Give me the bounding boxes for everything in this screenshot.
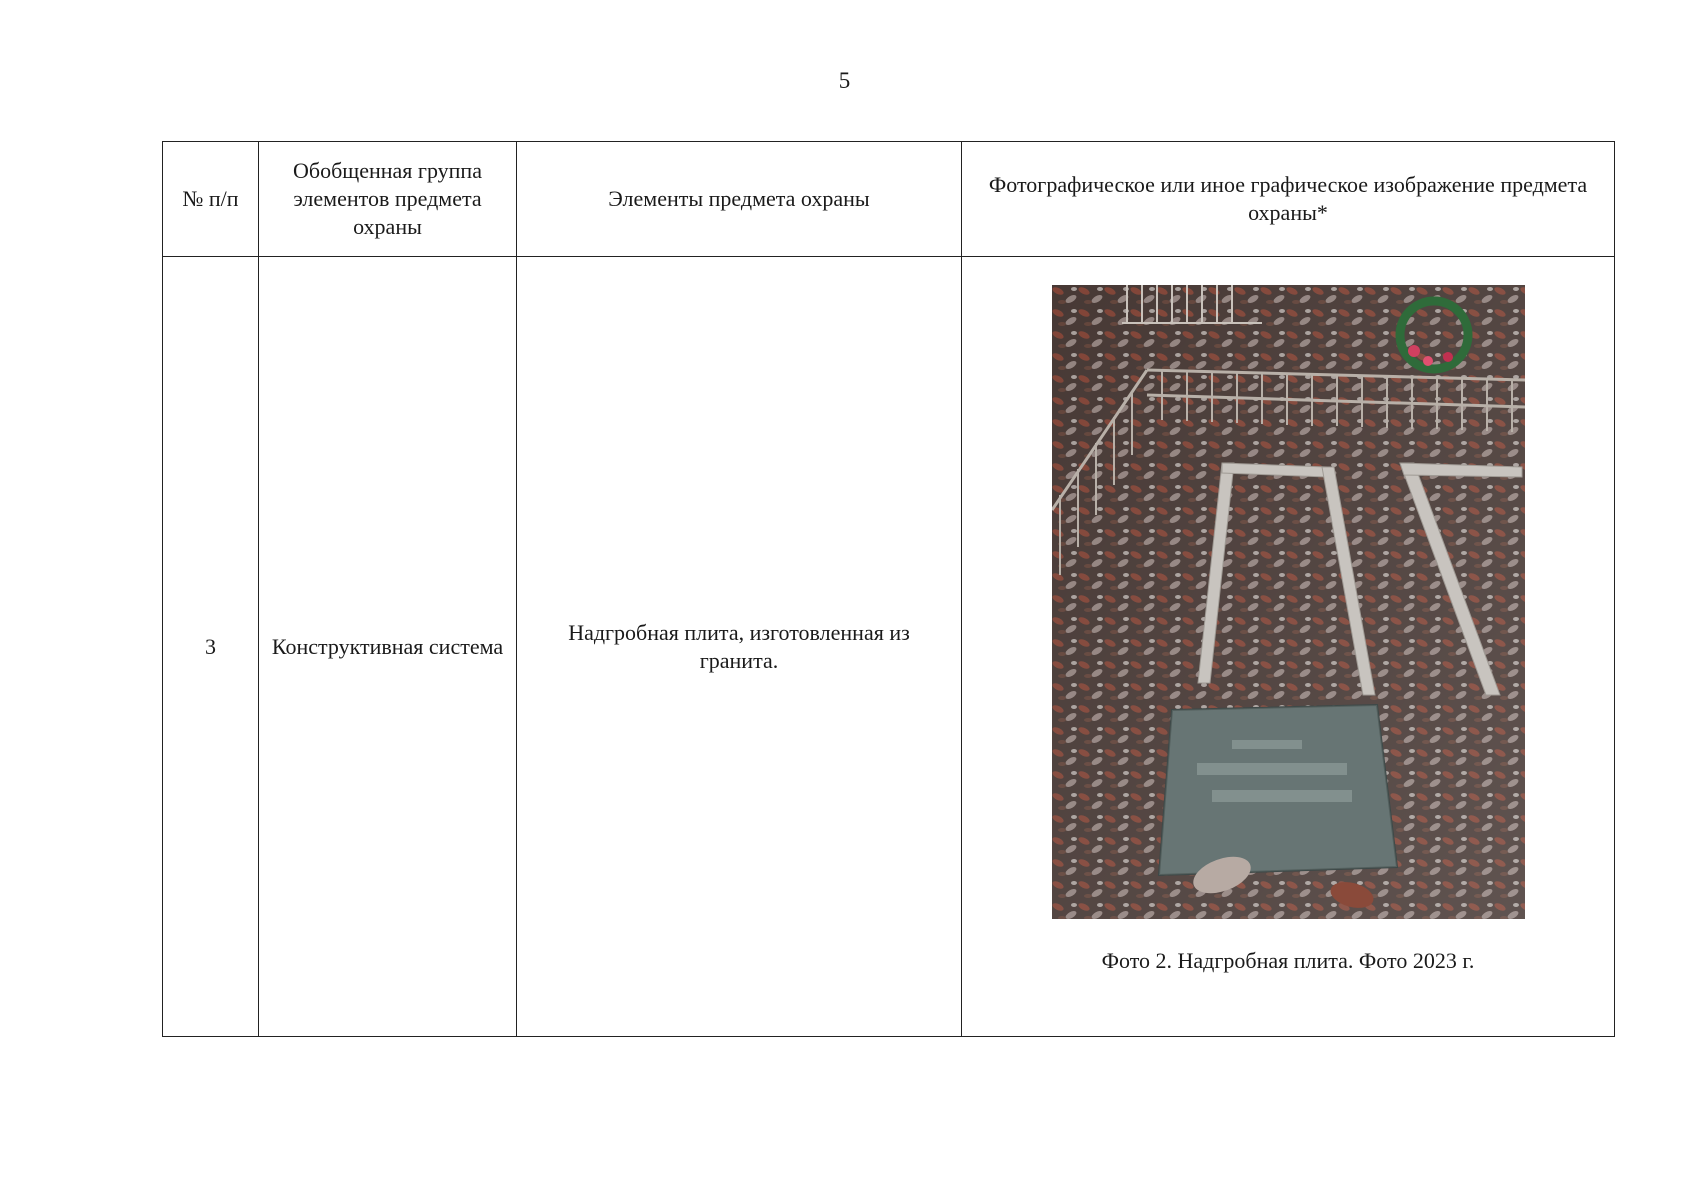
photo-caption: Фото 2. Надгробная плита. Фото 2023 г. (1101, 948, 1475, 973)
table-row (163, 257, 1615, 1037)
row-number: 3 (163, 257, 259, 1037)
row-group: Конструктивная система (259, 257, 517, 1037)
header-photo: Фотографическое или иное графическое изображение предмета охраны* (962, 142, 1615, 257)
header-elements: Элементы предмета охраны (517, 142, 962, 257)
table-header-row (163, 142, 1615, 257)
gravestone-photo (1052, 285, 1525, 919)
row-photo-cell (962, 257, 1615, 1037)
row-elements: Надгробная плита, изготовленная из гранита. (517, 257, 962, 1037)
header-number: № п/п (163, 142, 259, 257)
page-number: 5 (838, 68, 851, 93)
header-group: Обобщенная группа элементов предмета охраны (259, 142, 517, 257)
protection-table (162, 141, 1615, 1037)
